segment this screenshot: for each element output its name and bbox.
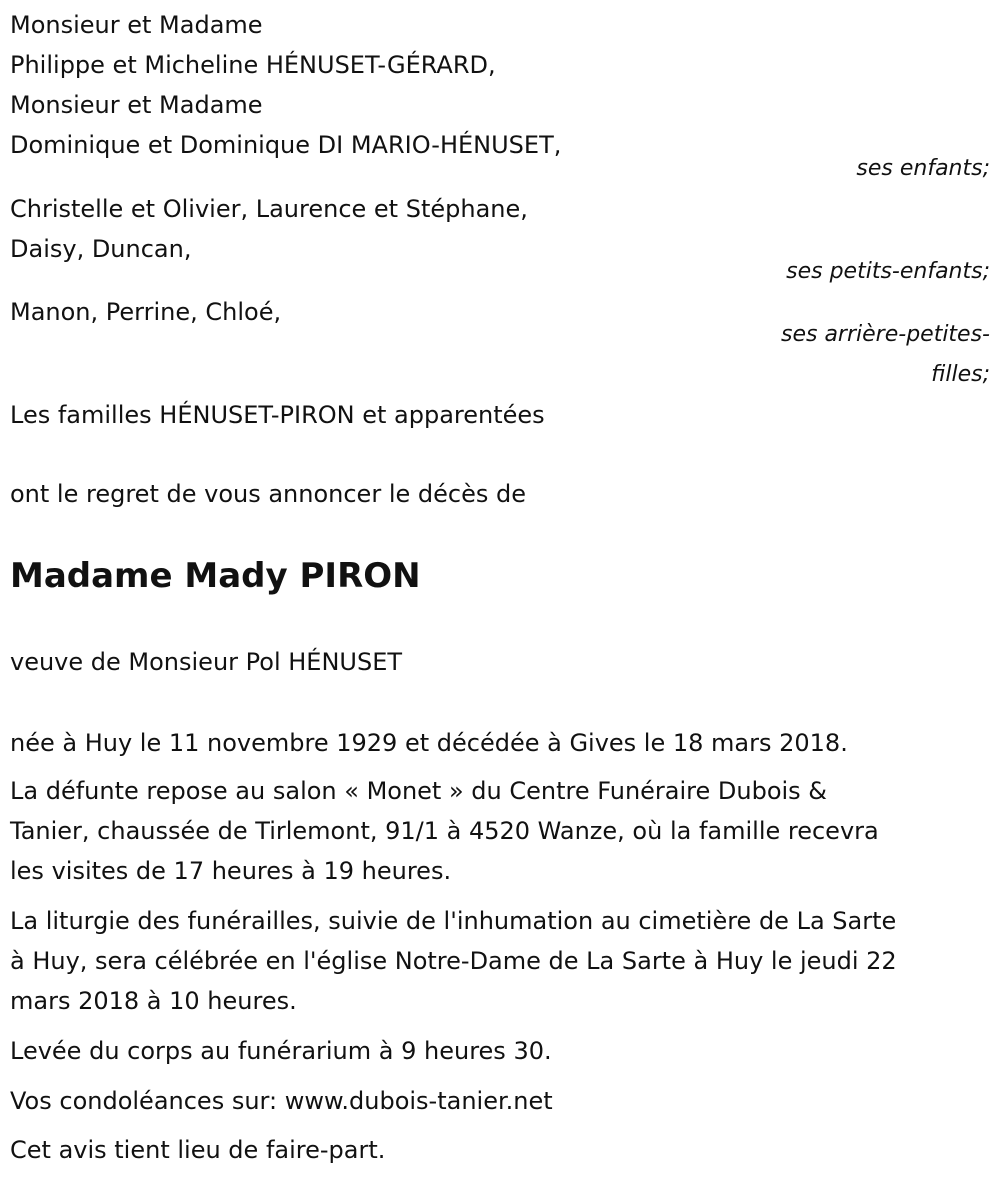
liturgy-line-1: La liturgie des funérailles, suivie de l'inhumation au cimetière de La Sarte: [10, 907, 897, 935]
notice-line: Cet avis tient lieu de faire-part.: [10, 1136, 386, 1164]
families-line: Les familles HÉNUSET-PIRON et apparentées: [10, 401, 545, 429]
rest-line-2: Tanier, chaussée de Tirlemont, 91/1 à 4520 Wanze, où la famille recevra: [10, 817, 879, 845]
grandchildren-line-2: Daisy, Duncan,: [10, 235, 192, 263]
grandchildren-line-1: Christelle et Olivier, Laurence et Stéphane,: [10, 195, 528, 223]
rest-line-3: les visites de 17 heures à 19 heures.: [10, 857, 452, 885]
birth-death-line: née à Huy le 11 novembre 1929 et décédée à Gives le 18 mars 2018.: [10, 729, 848, 757]
great-grandchildren-role-line-1: ses arrière-petites-: [781, 322, 990, 347]
children-line-1: Monsieur et Madame: [10, 11, 263, 39]
children-line-3: Monsieur et Madame: [10, 91, 263, 119]
great-grandchildren-role-line-2: filles;: [931, 362, 990, 387]
levee-line: Levée du corps au funérarium à 9 heures 30.: [10, 1037, 552, 1065]
children-role: ses enfants;: [856, 156, 990, 181]
announcement-line: ont le regret de vous annoncer le décès de: [10, 480, 526, 508]
liturgy-line-3: mars 2018 à 10 heures.: [10, 987, 297, 1015]
liturgy-line-2: à Huy, sera célébrée en l'église Notre-Dame de La Sarte à Huy le jeudi 22: [10, 947, 897, 975]
children-line-2: Philippe et Micheline HÉNUSET-GÉRARD,: [10, 51, 496, 79]
widow-of-line: veuve de Monsieur Pol HÉNUSET: [10, 648, 403, 676]
obituary-notice: [10, 0, 990, 1185]
condolences-line: Vos condoléances sur: www.dubois-tanier.net: [10, 1087, 553, 1115]
rest-line-1: La défunte repose au salon « Monet » du Centre Funéraire Dubois &: [10, 777, 828, 805]
grandchildren-role: ses petits-enfants;: [786, 259, 990, 284]
children-line-4: Dominique et Dominique DI MARIO-HÉNUSET,: [10, 131, 562, 159]
deceased-name: Madame Mady PIRON: [10, 556, 421, 596]
great-grandchildren-line-1: Manon, Perrine, Chloé,: [10, 298, 282, 326]
